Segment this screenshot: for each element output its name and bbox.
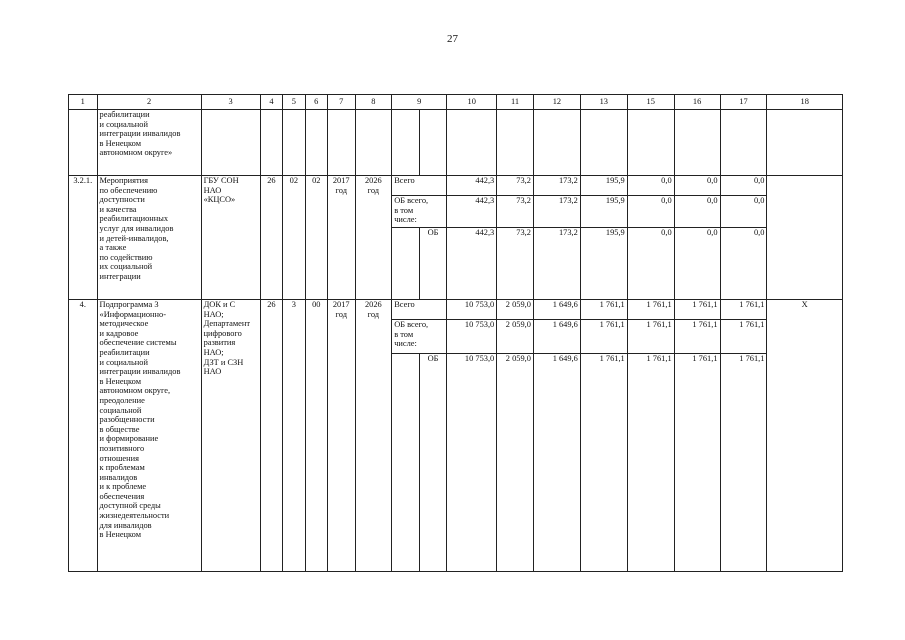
value-cell: 0,0	[674, 196, 720, 228]
value-cell: 0,0	[674, 228, 720, 300]
column-header: 3	[201, 95, 260, 110]
cell-col18: X	[767, 300, 843, 572]
value-cell: 0,0	[674, 176, 720, 196]
cell	[305, 110, 327, 176]
cell	[627, 110, 674, 176]
column-header: 5	[283, 95, 305, 110]
column-header: 15	[627, 95, 674, 110]
row-title: Подпрограмма 3 «Информационно- методическое и кадровое обеспечение системы реабилитации и социальной интеграции инвалидов в Ненецком автономном округе, преодоление социальной разобщенности в обществе и формирование позитивного отношения к проблемам инвалидов и к проблеме обеспечения доступной среды жизнедеятельности для инвалидов в Ненецком	[97, 300, 201, 572]
cell-code: 26	[260, 176, 282, 300]
cell	[497, 110, 534, 176]
column-header: 1	[69, 95, 98, 110]
cell	[674, 110, 720, 176]
column-header-row	[69, 95, 843, 110]
value-cell: 173,2	[533, 228, 580, 300]
column-header: 9	[392, 95, 447, 110]
cell	[767, 110, 843, 176]
continuation-row	[69, 110, 843, 176]
cell	[201, 110, 260, 176]
cell	[327, 110, 355, 176]
funding-source-label: Всего	[392, 300, 447, 320]
cell	[260, 110, 282, 176]
value-cell: 1 761,1	[720, 320, 767, 354]
table-row	[69, 176, 843, 196]
value-cell: 10 753,0	[447, 354, 497, 572]
cell-end-year: 2026 год	[355, 300, 392, 572]
cell	[533, 110, 580, 176]
funding-source-label	[392, 228, 420, 300]
value-cell: 1 649,6	[533, 320, 580, 354]
value-cell: 442,3	[447, 196, 497, 228]
value-cell: 73,2	[497, 196, 534, 228]
column-header: 13	[580, 95, 627, 110]
cell	[392, 110, 420, 176]
column-header: 16	[674, 95, 720, 110]
cell-code: 00	[305, 300, 327, 572]
value-cell: 73,2	[497, 228, 534, 300]
cell	[69, 110, 98, 176]
funding-source-label: ОБ всего, в том числе:	[392, 196, 447, 228]
page-number: 27	[447, 33, 458, 45]
cell	[283, 110, 305, 176]
column-header: 11	[497, 95, 534, 110]
cell-col18	[767, 176, 843, 300]
value-cell: 1 761,1	[674, 354, 720, 572]
cell-code: 02	[283, 176, 305, 300]
value-cell: 1 761,1	[580, 300, 627, 320]
cell	[419, 110, 447, 176]
value-cell: 1 649,6	[533, 354, 580, 572]
cell	[355, 110, 392, 176]
row-number: 3.2.1.	[69, 176, 98, 300]
cell	[447, 110, 497, 176]
column-header: 6	[305, 95, 327, 110]
value-cell: 1 649,6	[533, 300, 580, 320]
row-executor: ДОК и С НАО; Департамент цифрового развития НАО; ДЗТ и СЗН НАО	[201, 300, 260, 572]
cell-start-year: 2017 год	[327, 176, 355, 300]
value-cell: 195,9	[580, 196, 627, 228]
value-cell: 442,3	[447, 176, 497, 196]
cell-code: 02	[305, 176, 327, 300]
budget-table	[68, 94, 843, 572]
value-cell: 0,0	[720, 228, 767, 300]
value-cell: 1 761,1	[627, 354, 674, 572]
column-header: 12	[533, 95, 580, 110]
value-cell: 1 761,1	[580, 320, 627, 354]
column-header: 8	[355, 95, 392, 110]
column-header: 2	[97, 95, 201, 110]
value-cell: 2 059,0	[497, 320, 534, 354]
value-cell: 1 761,1	[674, 320, 720, 354]
value-cell: 0,0	[720, 196, 767, 228]
value-cell: 0,0	[627, 228, 674, 300]
cell-start-year: 2017 год	[327, 300, 355, 572]
cell	[720, 110, 767, 176]
value-cell: 2 059,0	[497, 354, 534, 572]
value-cell: 0,0	[720, 176, 767, 196]
value-cell: 1 761,1	[627, 300, 674, 320]
column-header: 4	[260, 95, 282, 110]
value-cell: 1 761,1	[674, 300, 720, 320]
row-title: Мероприятия по обеспечению доступности и качества реабилитационных услуг для инвалидов и детей-инвалидов, а также по содействию их социальной интеграции	[97, 176, 201, 300]
value-cell: 173,2	[533, 176, 580, 196]
cell-code: 26	[260, 300, 282, 572]
cell-code: 3	[283, 300, 305, 572]
value-cell: 1 761,1	[627, 320, 674, 354]
funding-source-label: Всего	[392, 176, 447, 196]
value-cell: 1 761,1	[720, 300, 767, 320]
value-cell: 10 753,0	[447, 320, 497, 354]
value-cell: 1 761,1	[580, 354, 627, 572]
value-cell: 0,0	[627, 176, 674, 196]
value-cell: 195,9	[580, 228, 627, 300]
value-cell: 2 059,0	[497, 300, 534, 320]
cell-end-year: 2026 год	[355, 176, 392, 300]
value-cell: 442,3	[447, 228, 497, 300]
funding-source-label	[392, 354, 420, 572]
funding-source-sub: ОБ	[419, 228, 447, 300]
column-header: 18	[767, 95, 843, 110]
value-cell: 73,2	[497, 176, 534, 196]
cell	[580, 110, 627, 176]
row-executor: ГБУ СОН НАО «КЦСО»	[201, 176, 260, 300]
funding-source-sub: ОБ	[419, 354, 447, 572]
table-row	[69, 300, 843, 320]
value-cell: 173,2	[533, 196, 580, 228]
funding-source-label: ОБ всего, в том числе:	[392, 320, 447, 354]
continuation-name: реабилитации и социальной интеграции инвалидов в Ненецком автономном округе»	[97, 110, 201, 176]
value-cell: 10 753,0	[447, 300, 497, 320]
row-number: 4.	[69, 300, 98, 572]
value-cell: 0,0	[627, 196, 674, 228]
column-header: 17	[720, 95, 767, 110]
column-header: 10	[447, 95, 497, 110]
column-header: 7	[327, 95, 355, 110]
value-cell: 195,9	[580, 176, 627, 196]
value-cell: 1 761,1	[720, 354, 767, 572]
